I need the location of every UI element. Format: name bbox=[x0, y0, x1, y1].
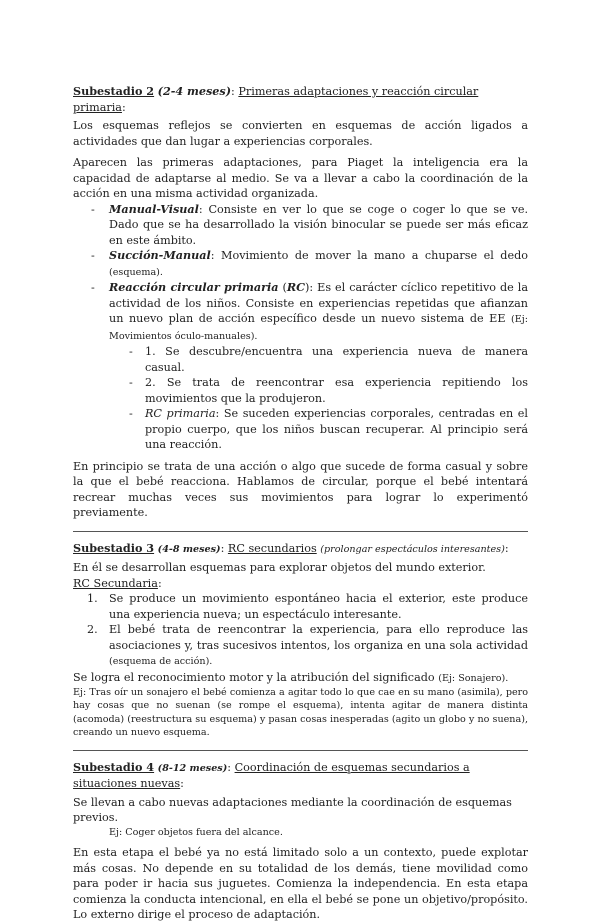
item-note: (esquema). bbox=[109, 266, 163, 278]
sub-list-item: - 2. Se trata de reencontrar esa experiencia repitiendo los movimientos que la produjeron. bbox=[145, 375, 528, 406]
item-number: 2. bbox=[87, 623, 98, 636]
section-heading-subestadio-2 bbox=[73, 84, 528, 115]
heading-colon: : bbox=[227, 760, 235, 774]
item-text: : Se suceden experiencias corporales, centradas en el propio cuerpo, que los niños buscan recuperar. Al principio será una reacción. bbox=[145, 407, 528, 451]
list-item bbox=[109, 280, 528, 453]
list-item bbox=[109, 248, 528, 280]
numbered-list bbox=[73, 591, 528, 670]
document-page bbox=[73, 84, 528, 923]
sub-list-item: - 1. Se descubre/encuentra una experiencia nueva de manera casual. bbox=[145, 344, 528, 375]
term: RC primaria bbox=[145, 407, 216, 420]
example-text: Ej: Coger objetos fuera del alcance. bbox=[109, 826, 283, 838]
item-text: : Es el carácter cíclico repetitivo de la actividad de los niños. Consiste en experiencias repetidas que afianzan un nuevo plan de acción específico desde un nuevo sistema de EE bbox=[109, 281, 529, 325]
bullet-list bbox=[73, 202, 528, 453]
section-heading-subestadio-3 bbox=[73, 541, 528, 558]
paragraph: Los esquemas reflejos se convierten en esquemas de acción ligados a actividades que dan lugar a experiencias corporales. bbox=[73, 119, 528, 148]
subheading-colon: : bbox=[157, 576, 162, 590]
paragraph bbox=[73, 670, 528, 687]
divider bbox=[73, 531, 528, 532]
term-abbr: RC bbox=[286, 280, 306, 294]
heading-topic: RC secundarios bbox=[227, 541, 317, 555]
heading-age: (2-4 meses) bbox=[157, 84, 232, 98]
heading-end: : bbox=[180, 777, 184, 791]
item-text: El bebé trata de reencontrar la experiencia, para ello reproduce las asociaciones y, tras sucesivos intentos, los organiza en una sola actividad bbox=[109, 623, 528, 652]
paragraph: Se llevan a cabo nuevas adaptaciones mediante la coordinación de esquemas previos. bbox=[73, 795, 512, 825]
item-note: (Ej: Movimientos óculo-manuales). bbox=[109, 314, 528, 342]
term: Manual-Visual bbox=[109, 201, 199, 216]
heading-colon: : bbox=[220, 541, 228, 555]
paragraph: En esta etapa el bebé ya no está limitado solo a un contexto, puede explotar más cosas. No depende en su totalidad de los demás, tiene movilidad como para poder ir hacia sus juguetes. Comienza la independencia. En esta etapa comienza la conducta intencional, en ella el bebé se pone un objetivo/propósito. Lo externo dirige el proceso de adaptación. bbox=[73, 846, 528, 922]
sub-list-item bbox=[145, 406, 528, 453]
heading-colon: : bbox=[231, 85, 235, 98]
heading-title: Subestadio 2 bbox=[73, 84, 155, 98]
item-note: (esquema de acción). bbox=[109, 656, 213, 667]
heading-title: Subestadio 4 bbox=[73, 759, 155, 774]
subheading bbox=[73, 576, 528, 592]
open-paren: ( bbox=[278, 281, 287, 294]
paragraph: En principio se trata de una acción o algo que sucede de forma casual y sobre la que el bebé reacciona. Hablamos de circular, porque el bebé intentará recrear muchas veces sus movimientos para lograr lo experimentó previamente. bbox=[73, 459, 528, 519]
example-text: Ej: Tras oír un sonajero el bebé comienza a agitar todo lo que cae en su mano (asimila), pero hay cosas que no suenan (se rompe el esquema), intenta agitar de manera distinta (acomoda) (reestructura su esquema) y pasan cosas inesperadas (agito un globo y no suena), creando un nuevo esquema. bbox=[73, 687, 528, 739]
term: Reacción circular primaria bbox=[109, 280, 279, 294]
subheading-text: RC Secundaria bbox=[73, 576, 158, 590]
heading-topic: Coordinación de esquemas secundarios a situaciones nuevas bbox=[73, 760, 470, 791]
sub-list bbox=[109, 344, 528, 453]
heading-end: : bbox=[504, 541, 509, 555]
paragraph: Aparecen las primeras adaptaciones, para Piaget la inteligencia era la capacidad de adaptarse al medio. Se va a llevar a cabo la coordinación de la acción en una misma actividad organizada. bbox=[73, 156, 528, 200]
item-number: 1. bbox=[87, 592, 98, 605]
list-item bbox=[87, 622, 528, 670]
heading-age: (4-8 meses) bbox=[157, 543, 221, 555]
divider bbox=[73, 750, 528, 751]
list-item bbox=[109, 202, 528, 249]
heading-note: (prolongar espectáculos interesantes) bbox=[320, 543, 505, 555]
close-paren: ) bbox=[305, 281, 310, 294]
heading-age: (8-12 meses) bbox=[157, 762, 228, 774]
heading-topic: Primeras adaptaciones y reacción circular primaria bbox=[73, 85, 479, 114]
item-text: : Consiste en ver lo que se coge o coger lo que se ve. Dado que se ha desarrollado la visión binocular se puede ser más eficaz en este ámbito. bbox=[109, 202, 528, 247]
section-heading-subestadio-4 bbox=[73, 760, 528, 792]
item-text: Se produce un movimiento espontáneo hacia el exterior, este produce una experiencia nueva; un espectáculo interesante. bbox=[109, 592, 528, 621]
paragraph-note: (Ej: Sonajero). bbox=[438, 672, 509, 684]
list-item bbox=[87, 591, 528, 622]
paragraph: En él se desarrollan esquemas para explorar objetos del mundo exterior. bbox=[73, 561, 486, 574]
term: Succión-Manual bbox=[109, 248, 211, 262]
heading-end: : bbox=[121, 100, 126, 114]
paragraph-text: Se logra el reconocimiento motor y la atribución del significado bbox=[73, 670, 439, 684]
heading-title: Subestadio 3 bbox=[73, 540, 155, 555]
item-text: : Movimiento de mover la mano a chuparse el dedo bbox=[210, 249, 528, 262]
